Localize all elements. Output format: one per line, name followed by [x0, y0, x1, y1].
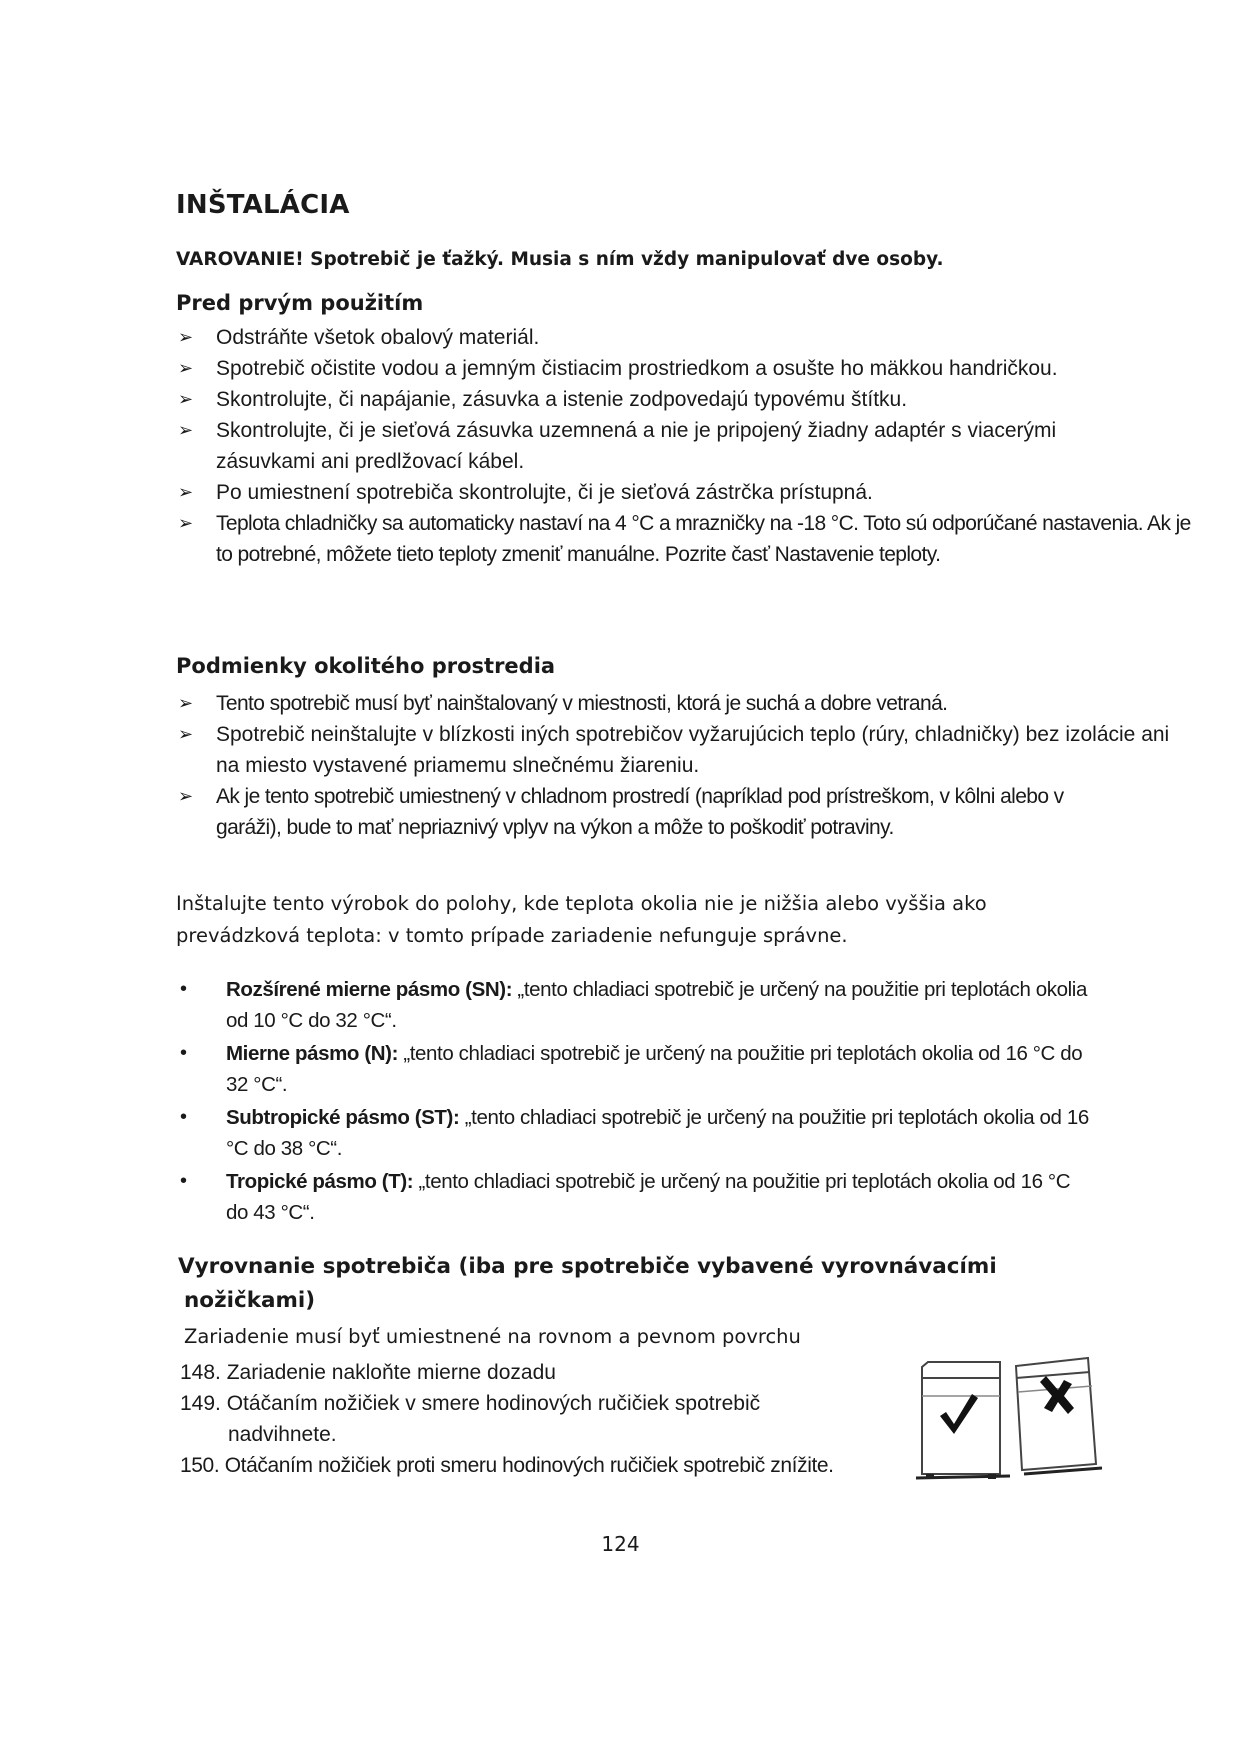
- warning-text: VAROVANIE! Spotrebič je ťažký. Musia s ním vždy manipulovať dve osoby.: [176, 249, 944, 270]
- list-item: 149. Otáčaním nožičiek v smere hodinových ručičiek spotrebič nadvihnete.: [180, 1392, 761, 1446]
- list-item: • Rozšírené mierne pásmo (SN): „tento chladiaci spotrebič je určený na použitie pri teplotách okolia od 10 °C do 32 °C“.: [176, 974, 1096, 1036]
- arrow-bullet-icon: ➢: [178, 327, 194, 347]
- list-item: 150. Otáčaním nožičiek proti smeru hodinových ručičiek spotrebič znížite.: [180, 1454, 834, 1477]
- ambient-temperature-paragraph: Inštalujte tento výrobok do polohy, kde teplota okolia nie je nižšia alebo vyššia ako prevádzková teplota: v tomto prípade zariadenie nefunguje správne.: [176, 892, 987, 947]
- arrow-bullet-icon: ➢: [178, 724, 194, 744]
- list-item: • Mierne pásmo (N): „tento chladiaci spotrebič je určený na použitie pri teplotách okolia od 16 °C do 32 °C“.: [176, 1038, 1096, 1100]
- list-item: ➢ Odstráňte všetok obalový materiál.: [176, 322, 1176, 353]
- list-item: ➢ Ak je tento spotrebič umiestnený v chladnom prostredí (napríklad pod prístreškom, v kôlni alebo v garáži), bude to mať nepriaznivý vplyv na výkon a môže to poškodiť potraviny.: [176, 781, 1076, 843]
- bullet-icon: •: [180, 1170, 187, 1192]
- leveling-steps: [180, 1357, 900, 1481]
- fridge-level-correct: [916, 1362, 1010, 1479]
- section-heading-ambient-conditions: Podmienky okolitého prostredia: [176, 654, 556, 678]
- section-heading-before-first-use: Pred prvým použitím: [176, 291, 424, 315]
- arrow-bullet-icon: ➢: [178, 693, 194, 713]
- arrow-bullet-icon: ➢: [178, 513, 194, 533]
- arrow-bullet-icon: ➢: [178, 389, 194, 409]
- fridge-tilted-wrong: [1016, 1358, 1102, 1474]
- cross-icon: [1040, 1376, 1074, 1414]
- list-item: 148. Zariadenie nakloňte mierne dozadu: [180, 1361, 556, 1384]
- before-first-use-list: [176, 322, 1191, 570]
- list-item: ➢ Tento spotrebič musí byť nainštalovaný v miestnosti, ktorá je suchá a dobre vetraná.: [176, 688, 1176, 719]
- list-item: ➢ Teplota chladničky sa automaticky nastaví na 4 °C a mrazničky na -18 °C. Toto sú odporúčané nastavenia. Ak je to potrebné, môžete tieto teploty zmeniť manuálne. Pozrite časť Nastavenie teploty.: [176, 508, 1196, 570]
- list-item: ➢ Skontrolujte, či napájanie, zásuvka a istenie zodpovedajú typovému štítku.: [176, 384, 1176, 415]
- page-number: 124: [601, 1532, 640, 1556]
- list-item: • Subtropické pásmo (ST): „tento chladiaci spotrebič je určený na použitie pri teplotách okolia od 16 °C do 38 °C“.: [176, 1102, 1096, 1164]
- list-item: ➢ Spotrebič očistite vodou a jemným čistiacim prostriedkom a osušte ho mäkkou handričkou.: [176, 353, 1116, 384]
- list-item: ➢ Spotrebič neinštalujte v blízkosti iných spotrebičov vyžarujúcich teplo (rúry, chladničky) bez izolácie ani na miesto vystavené priamemu slnečnému žiareniu.: [176, 719, 1196, 781]
- arrow-bullet-icon: ➢: [178, 482, 194, 502]
- list-item: ➢ Skontrolujte, či je sieťová zásuvka uzemnená a nie je pripojený žiadny adaptér s viacerými zásuvkami ani predlžovací kábel.: [176, 415, 1116, 477]
- checkmark-icon: [940, 1394, 978, 1434]
- arrow-bullet-icon: ➢: [178, 420, 194, 440]
- bullet-icon: •: [180, 978, 187, 1000]
- section-heading-leveling: Vyrovnanie spotrebiča (iba pre spotrebiče vybavené vyrovnávacími nožičkami): [178, 1254, 997, 1313]
- list-item: ➢ Po umiestnení spotrebiča skontrolujte, či je sieťová zástrčka prístupná.: [176, 477, 1176, 508]
- leveling-illustration: [912, 1352, 1108, 1486]
- climate-class-list: [176, 974, 1096, 1230]
- list-item: • Tropické pásmo (T): „tento chladiaci spotrebič je určený na použitie pri teplotách okolia od 16 °C do 43 °C“.: [176, 1166, 1096, 1228]
- arrow-bullet-icon: ➢: [178, 786, 194, 806]
- leveling-intro: Zariadenie musí byť umiestnené na rovnom a pevnom povrchu: [184, 1325, 801, 1348]
- arrow-bullet-icon: ➢: [178, 358, 194, 378]
- page-title: INŠTALÁCIA: [176, 190, 350, 220]
- bullet-icon: •: [180, 1042, 187, 1064]
- ambient-conditions-list: [176, 688, 1176, 843]
- bullet-icon: •: [180, 1106, 187, 1128]
